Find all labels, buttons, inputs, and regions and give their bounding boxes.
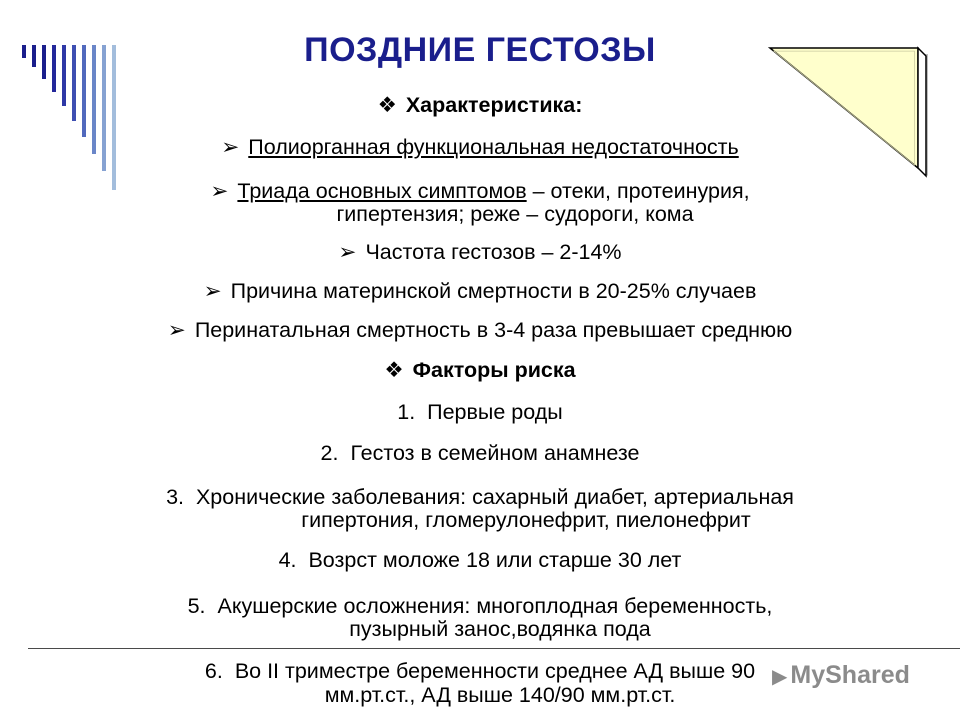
arrow-bullet-icon: ➢	[167, 318, 186, 342]
list-item: ➢ Причина материнской смертности в 20-25% случаев	[203, 279, 757, 303]
numbered-item-continuation: мм.рт.ст., АД выше 140/90 мм.рт.ст.	[324, 683, 676, 707]
numbered-item-continuation: гипертония, гломерулонефрит, пиелонефрит	[301, 508, 751, 532]
list-item: ➢ Перинатальная смертность в 3-4 раза превышает среднюю	[167, 318, 793, 342]
list-item-continuation: гипертензия; реже – судороги, кома	[336, 202, 694, 226]
diamond-bullet-icon: ❖	[384, 358, 404, 382]
slide-title: ПОЗДНИЕ ГЕСТОЗЫ	[304, 31, 656, 69]
heading-label: Характеристика:	[405, 93, 583, 117]
numbered-item: 4. Возрст моложе 18 или старше 30 лет	[278, 548, 682, 572]
numbered-item: 1. Первые роды	[397, 400, 563, 424]
numbered-item: 5. Акушерские осложнения: многоплодная беременность,	[187, 594, 773, 618]
arrow-bullet-icon: ➢	[338, 240, 357, 264]
footer-divider	[28, 648, 960, 649]
list-item: ➢ Триада основных симптомов – отеки, протеинурия,	[210, 179, 750, 203]
watermark-label: MyShared	[790, 661, 910, 689]
numbered-item: 2. Гестоз в семейном анамнезе	[320, 441, 640, 465]
list-item: ➢ Полиорганная функциональная недостаточность	[221, 135, 739, 159]
numbered-item-continuation: пузырный занос,водянка пода	[349, 617, 651, 641]
watermark	[772, 661, 910, 690]
diamond-bullet-icon: ❖	[377, 93, 397, 117]
arrow-bullet-icon: ➢	[221, 135, 240, 159]
section-heading-characteristics	[0, 93, 960, 117]
section-heading-risk-factors	[0, 358, 960, 382]
arrow-bullet-icon: ➢	[203, 279, 222, 303]
list-item: ➢ Частота гестозов – 2-14%	[338, 240, 622, 264]
heading-label: Факторы риска	[412, 358, 576, 382]
numbered-item: 3. Хронические заболевания: сахарный диабет, артериальная	[166, 485, 794, 509]
play-icon: ▶	[772, 666, 788, 688]
arrow-bullet-icon: ➢	[210, 179, 229, 203]
numbered-item: 6. Во II триместре беременности среднее АД выше 90	[204, 659, 756, 683]
